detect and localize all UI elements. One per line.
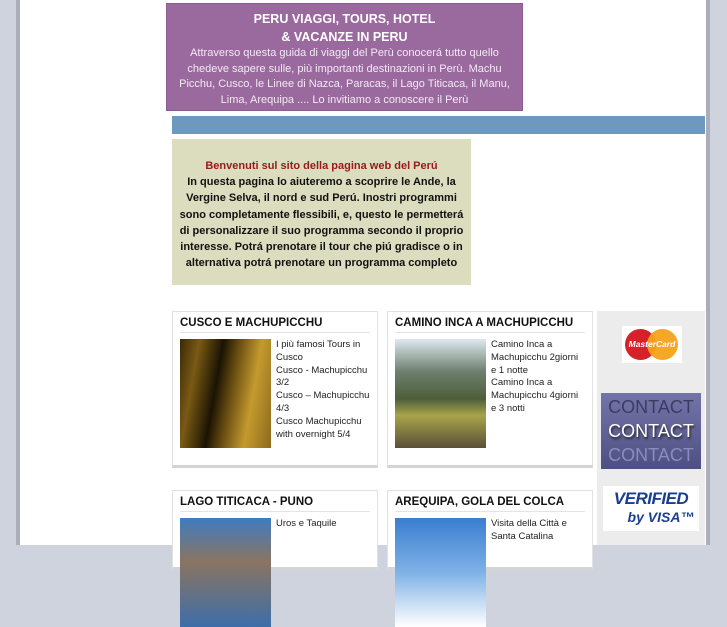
card-link[interactable]: Cusco Machupicchu with overnight 5/4 <box>276 415 362 440</box>
card-link[interactable]: Uros e Taquile <box>276 518 337 529</box>
contact-text: CONTACT <box>608 421 694 441</box>
machupicchu-image[interactable] <box>395 339 486 448</box>
nav-bar <box>172 116 705 134</box>
verified-by-visa-logo <box>603 486 699 531</box>
welcome-box <box>172 139 471 285</box>
card-link[interactable]: Visita della Città e Santa Catalina <box>491 518 567 542</box>
card-link[interactable]: I più famosi Tours in Cusco <box>276 339 361 363</box>
arequipa-image[interactable] <box>395 518 486 627</box>
card-link[interactable]: Cusco - Machupicchu 3/2 <box>276 364 368 389</box>
card-cusco <box>172 311 378 468</box>
contact-text: CONTACT <box>608 445 694 465</box>
card-title[interactable]: CAMINO INCA A MACHUPICCHU <box>395 317 585 333</box>
card-links <box>271 339 370 448</box>
sidebar <box>597 311 705 545</box>
welcome-body: In questa pagina lo aiuteremo a scoprire le Ande, la Vergine Selva, il nord e sud Perú. Inostri programmi sono completamente flessibili, e, questo le permetterá di personalizzare il suo programma secondo il proprio interesse. Potrá prenotare il tour che piú gradisce o in alternativa potrá prenotare un programma completo <box>179 176 464 270</box>
window-edge-right <box>706 0 710 545</box>
card-link[interactable]: Cusco – Machupicchu 4/3 <box>276 390 370 414</box>
contact-button[interactable] <box>601 393 701 469</box>
header-description: Attraverso questa guida di viaggi del Perù conocerá tutto quello chedeve sapere sulle, più importanti destinazioni in Perù. Machu Picchu, Cusco, le Linee di Nazca, Paracas, il Lago Titicaca, il Manu, Lima, Arequipa .... Lo invitiamo a conoscere il Perù <box>179 47 510 106</box>
mastercard-logo <box>622 326 682 363</box>
contact-text: CONTACT <box>608 397 694 417</box>
header-title-line1: PERU VIAGGI, TOURS, HOTEL <box>253 12 436 26</box>
visa-line2: by VISA™ <box>627 509 695 525</box>
card-title[interactable]: CUSCO E MACHUPICCHU <box>180 317 370 333</box>
mastercard-label: MasterCard <box>628 339 676 349</box>
card-title[interactable]: LAGO TITICACA - PUNO <box>180 496 370 512</box>
card-camino-inca <box>387 311 593 468</box>
cusco-image[interactable] <box>180 339 271 448</box>
page-container <box>20 0 706 545</box>
titicaca-image[interactable] <box>180 518 271 627</box>
header-title-line2: & VACANZE IN PERU <box>281 30 408 44</box>
card-arequipa <box>387 490 593 570</box>
card-links <box>486 518 585 627</box>
card-titicaca <box>172 490 378 570</box>
visa-line1: VERIFIED <box>613 489 689 508</box>
card-link[interactable]: Camino Inca a Machupicchu 4giorni e 3 notti <box>491 377 579 414</box>
site-header <box>166 3 523 111</box>
card-links <box>486 339 585 448</box>
welcome-title: Benvenuti sul sito della pagina web del Perú <box>205 160 438 172</box>
card-link[interactable]: Camino Inca a Machupicchu 2giorni e 1 notte <box>491 339 579 376</box>
card-links <box>271 518 337 627</box>
card-title[interactable]: AREQUIPA, GOLA DEL COLCA <box>395 496 585 512</box>
